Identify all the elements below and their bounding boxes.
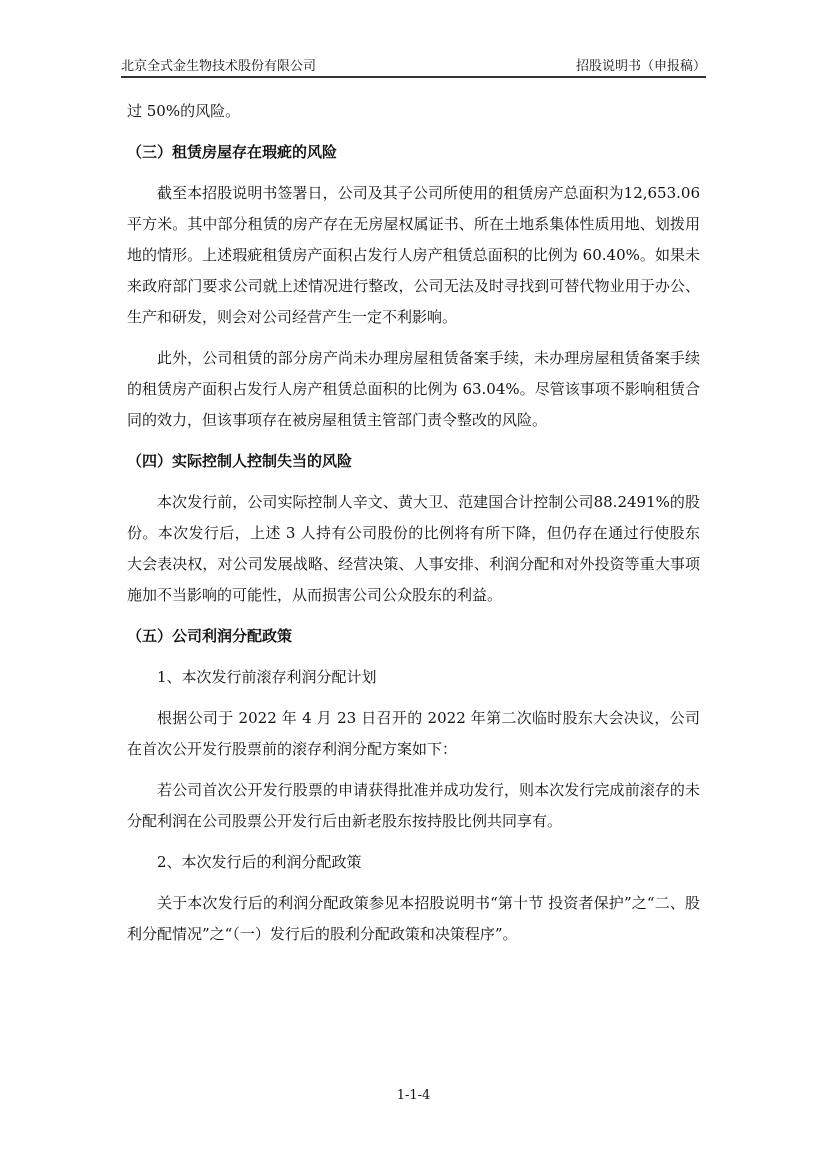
lease-risk-paragraph-1: 截至本招股说明书签署日，公司及其子公司所使用的租赁房产总面积为12,653.06 平方米。其中部分租赁的房产存在无房屋权属证书、所在土地系集体性质用地、划拨用地的情形。上述瑕疵租赁房产面积占发行人房产租赁总面积的比例为 60.40%。如果未来政府部门要求公司就上述情况进行整改，公司无法及时寻找到可替代物业用于办公、生产和研发，则会对公司经营产生一定不利影响。 (127, 184, 700, 326)
page-number: 1-1-4 (396, 1088, 431, 1103)
section-heading-control-risk: （四）实际控制人控制失当的风险 (127, 452, 353, 470)
control-risk-paragraph: 本次发行前，公司实际控制人辛文、黄大卫、范建国合计控制公司88.2491%的股份。本次发行后，上述 3 人持有公司股份的比例将有所下降，但仍存在通过行使股东大会表决权，对公司发展战略、经营决策、人事安排、利润分配和对外投资等重大事项施加不当影响的可能性，从而损害公司公众股东的利益。 (127, 493, 700, 604)
header-document-type: 招股说明书（申报稿） (575, 59, 706, 74)
section-heading-profit-policy: （五）公司利润分配政策 (127, 627, 293, 645)
profit-policy-paragraph-1: 根据公司于 2022 年 4 月 23 日召开的 2022 年第二次临时股东大会决议，公司在首次公开发行股票前的滚存利润分配方案如下： (127, 709, 700, 758)
header-company-name: 北京全式金生物技术股份有限公司 (121, 59, 317, 74)
document-body (127, 96, 700, 950)
lease-risk-paragraph-2: 此外，公司租赁的部分房产尚未办理房屋租赁备案手续，未办理房屋租赁备案手续的租赁房产面积占发行人房产租赁总面积的比例为 63.04%。尽管该事项不影响租赁合同的效力，但该事项存在被房屋租赁主管部门责令整改的风险。 (127, 349, 700, 429)
section-heading-lease-risk: （三）租赁房屋存在瑕疵的风险 (127, 143, 338, 161)
page-header (121, 50, 706, 78)
intro-line: 过 50%的风险。 (127, 102, 241, 120)
profit-policy-paragraph-2: 若公司首次公开发行股票的申请获得批准并成功发行，则本次发行完成前滚存的未分配利润在公司股票公开发行后由新老股东按持股比例共同享有。 (127, 781, 700, 830)
profit-policy-subheading-2: 2、本次发行后的利润分配政策 (157, 853, 362, 871)
profit-policy-subheading-1: 1、本次发行前滚存利润分配计划 (157, 668, 377, 686)
profit-policy-paragraph-3: 关于本次发行后的利润分配政策参见本招股说明书“第十节 投资者保护”之“二、股利分配情况”之“（一）发行后的股利分配政策和决策程序”。 (127, 894, 700, 943)
